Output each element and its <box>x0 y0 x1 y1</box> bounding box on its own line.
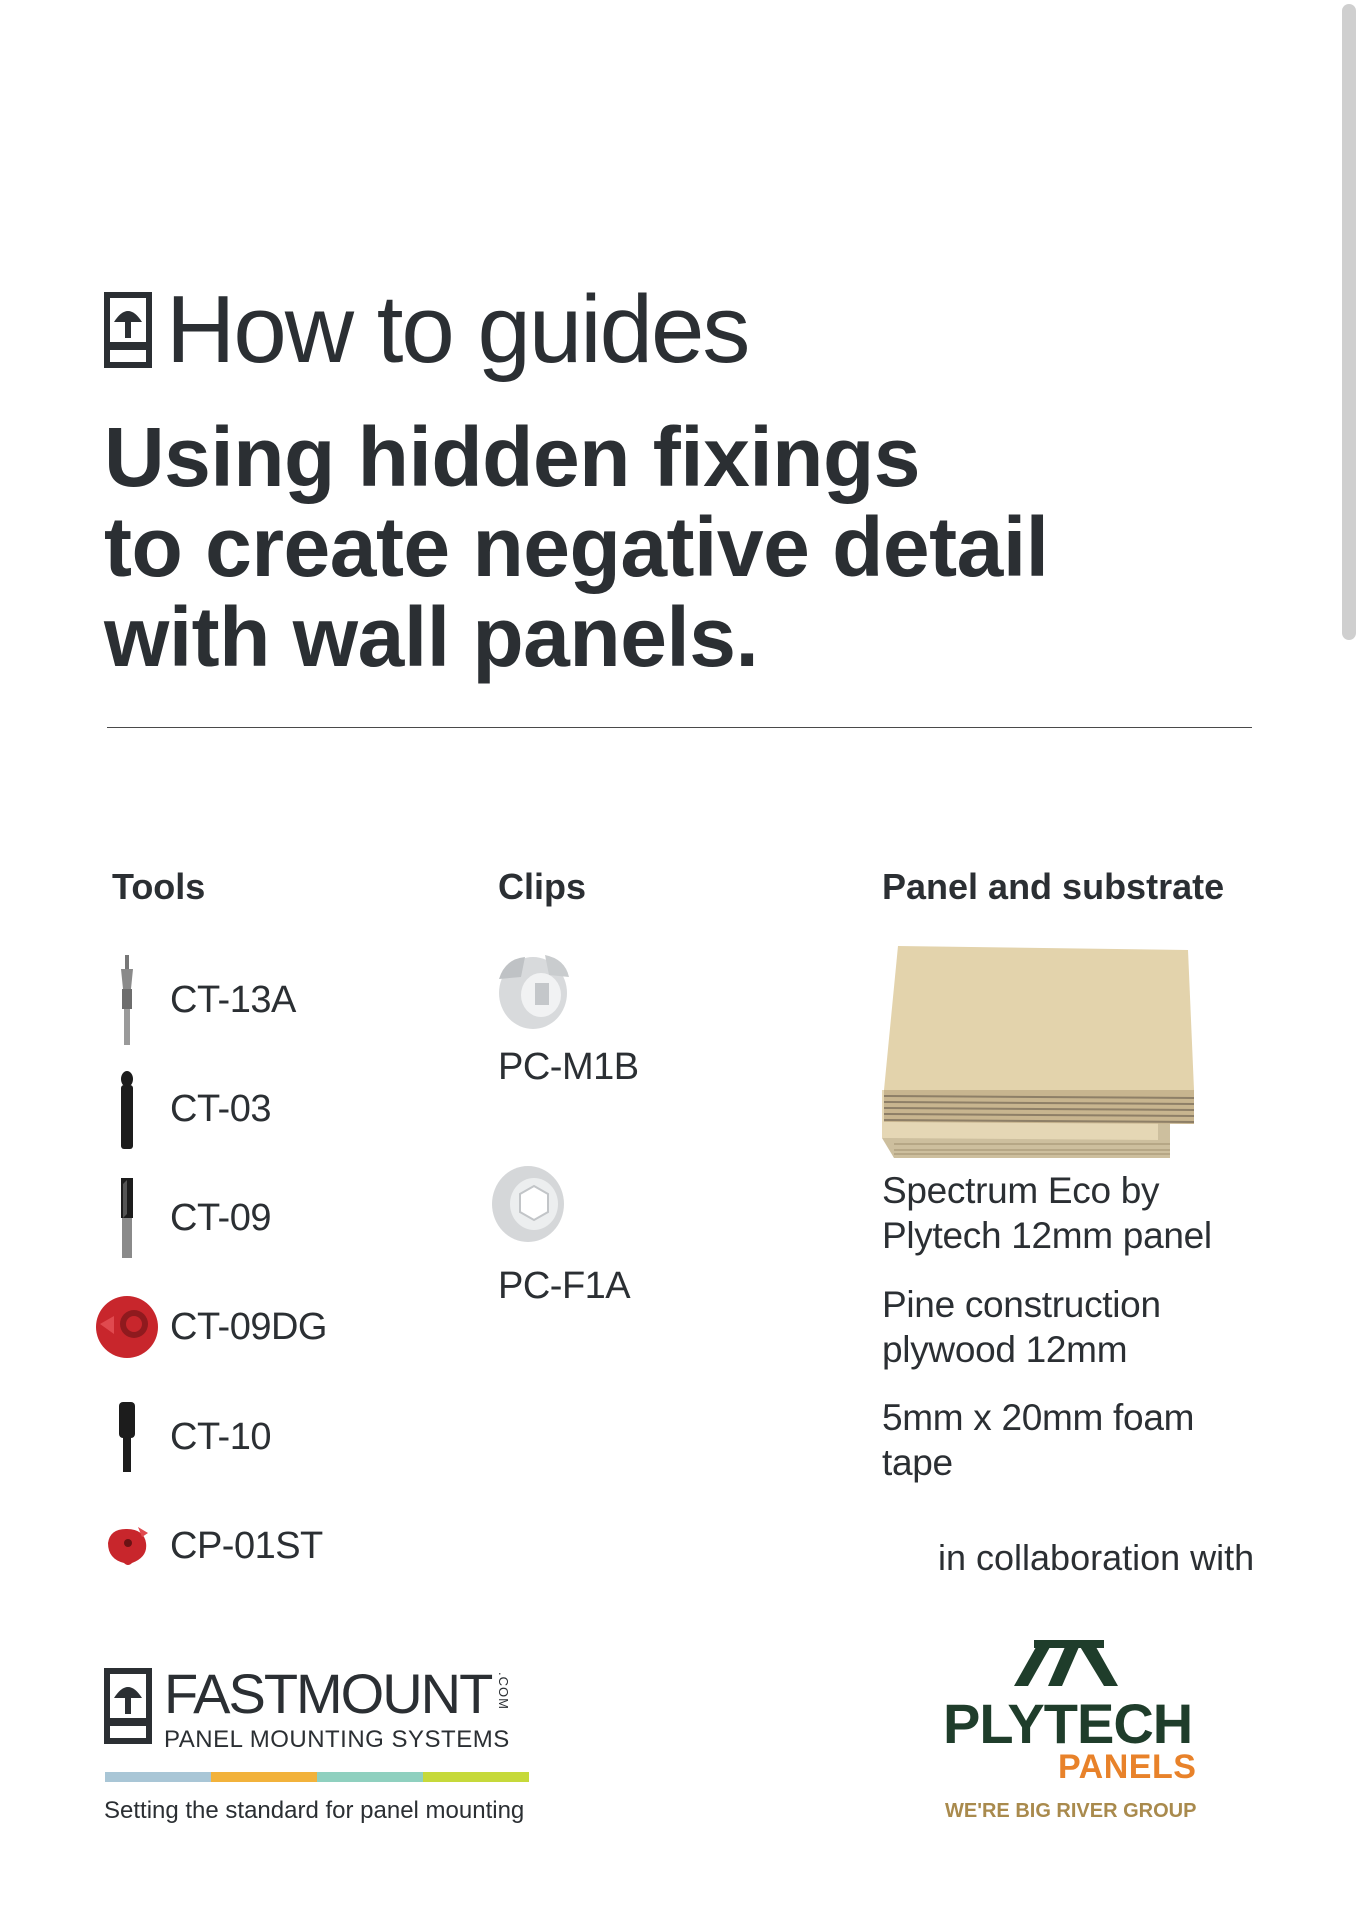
brand-color-stripe <box>105 1772 529 1782</box>
tool-label: CT-09 <box>170 1196 271 1239</box>
plytech-group: WE'RE BIG RIVER GROUP <box>945 1800 1197 1822</box>
tool-item <box>92 1173 271 1263</box>
tool-label: CT-09DG <box>170 1305 327 1348</box>
fastmount-subtitle: PANEL MOUNTING SYSTEMS <box>164 1726 510 1753</box>
tool-item <box>92 1392 271 1482</box>
tool-label: CP-01ST <box>170 1524 323 1567</box>
headline-line: to create negative detail <box>104 500 1049 594</box>
fastmount-com: .COM <box>496 1672 511 1710</box>
headline-line: with wall panels. <box>104 590 759 684</box>
plytech-name: PLYTECH <box>943 1692 1193 1755</box>
eyebrow-text: How to guides <box>166 276 749 383</box>
tool-item <box>92 955 296 1045</box>
eyebrow <box>104 276 749 383</box>
tools-heading: Tools <box>112 866 206 907</box>
plytech-panels: PANELS <box>1058 1748 1197 1786</box>
drill-bit-icon <box>92 1392 162 1482</box>
female-clip-icon <box>482 1158 578 1248</box>
tool-item <box>92 1501 323 1591</box>
stripe-segment <box>105 1772 211 1782</box>
tool-label: CT-10 <box>170 1415 271 1458</box>
male-clip-icon <box>485 945 581 1035</box>
tool-item <box>92 1064 271 1154</box>
headline-line: Using hidden fixings <box>104 410 921 504</box>
tool-label: CT-03 <box>170 1087 271 1130</box>
divider <box>107 727 1252 728</box>
collab-text: in collaboration with <box>938 1537 1255 1578</box>
stripe-segment <box>317 1772 423 1782</box>
router-bit-icon <box>92 1173 162 1263</box>
scrollbar-thumb[interactable] <box>1342 4 1356 640</box>
countersink-drill-bit-icon <box>92 955 162 1045</box>
clip-puller-icon <box>92 1501 162 1591</box>
plywood-panel-image <box>858 940 1208 1166</box>
fastmount-name: FASTMOUNT <box>164 1662 492 1725</box>
tool-item <box>92 1282 327 1372</box>
depth-gauge-icon <box>92 1282 162 1372</box>
panel-heading: Panel and substrate <box>882 866 1225 907</box>
clip-label: PC-M1B <box>498 1046 639 1088</box>
fastmount-mark-icon <box>104 292 152 368</box>
plytech-mark-icon <box>1014 1636 1118 1688</box>
stripe-segment <box>211 1772 317 1782</box>
scrollbar-track[interactable] <box>1338 0 1360 1928</box>
fastmount-tagline: Setting the standard for panel mounting <box>104 1797 525 1824</box>
clips-heading: Clips <box>498 866 587 907</box>
panel-item: Pine construction plywood 12mm <box>882 1284 1161 1370</box>
drill-bit-icon <box>92 1064 162 1154</box>
clip-label: PC-F1A <box>498 1265 631 1307</box>
tool-label: CT-13A <box>170 978 296 1021</box>
panel-item: 5mm x 20mm foam tape <box>882 1397 1195 1483</box>
page-title <box>104 412 1254 682</box>
panel-item: Spectrum Eco by Plytech 12mm panel <box>882 1170 1212 1256</box>
stripe-segment <box>423 1772 529 1782</box>
